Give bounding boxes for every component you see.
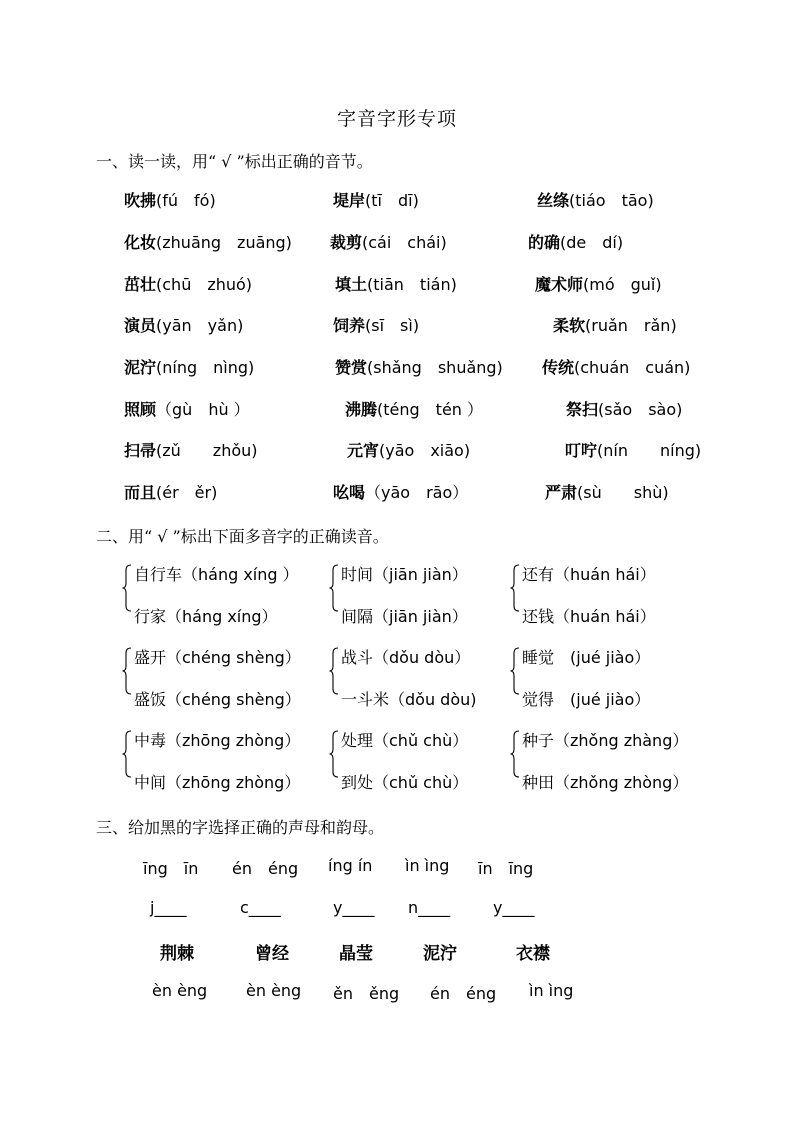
target-word: 曾经 [255,944,289,964]
word-pinyin-options: (mó guǐ) [583,275,662,294]
word-item [124,438,258,461]
word-hanzi: 元宵 [347,441,380,460]
polyphone-line-b: 到处（chǔ chù） [341,773,469,792]
word-pinyin-options: (chuán cuán) [574,358,691,377]
target-word: 衣襟 [516,944,550,964]
polyphone-line-a: 时间（jiān jiàn） [341,565,468,584]
section3-heading: 三、给加黑的字选择正确的声母和韵母。 [96,818,385,837]
word-hanzi: 祭扫 [566,400,599,419]
polyphone-line-a: 睡觉 (jué jiào） [522,648,651,667]
word-pinyin-options: (tiáo tāo) [569,191,654,210]
final-option: īn īng [478,859,534,878]
word-pinyin-options: (zǔ zhǒu) [156,441,258,460]
polyphone-line-b: 还钱（huán hái） [522,607,656,626]
polyphone-line-b: 行家（háng xíng） [134,607,278,626]
final-option: én éng [232,859,299,878]
brace-icon [510,564,520,612]
word-item [124,188,216,211]
page-title: 字音字形专项 [336,108,457,130]
word-item [545,480,669,503]
word-pinyin-options: (sī sì) [365,316,420,335]
word-item [345,397,483,420]
word-hanzi: 照顾 [124,400,157,419]
word-hanzi: 裁剪 [330,233,363,252]
word-hanzi: 填土 [335,275,368,294]
word-hanzi: 饲养 [333,316,366,335]
word-item [553,313,677,336]
final-option: īng īn [143,859,199,878]
polyphone-line-a: 还有（huán hái） [522,565,656,584]
brace-icon [329,647,339,695]
final-option: ìn ìng [405,856,450,875]
word-pinyin-options: (níng nìng) [156,358,255,377]
word-pinyin-options: (sǎo sào) [598,400,683,419]
brace-icon [510,730,520,778]
final-option: èn èng [246,981,302,1000]
word-item [565,438,701,461]
target-word: 荆棘 [160,944,194,964]
word-item [124,397,250,420]
word-pinyin-options: （yāo rāo） [365,483,469,502]
word-pinyin-options: (yān yǎn) [156,316,244,335]
word-pinyin-options: (chū zhuó) [156,275,253,294]
brace-icon [510,647,520,695]
section2-heading: 二、用“ √ ”标出下面多音字的正确读音。 [96,527,389,546]
word-hanzi: 演员 [124,316,157,335]
word-hanzi: 魔术师 [535,275,584,294]
word-hanzi: 扫帚 [124,441,157,460]
target-word: 泥泞 [423,944,457,964]
polyphone-line-a: 自行车（háng xíng ） [134,565,299,584]
word-hanzi: 堤岸 [333,191,366,210]
word-item [535,272,662,295]
word-hanzi: 丝绦 [537,191,570,210]
word-hanzi: 传统 [542,358,575,377]
target-word: 晶莹 [339,944,373,964]
word-pinyin-options: (shǎng shuǎng) [367,358,503,377]
polyphone-line-b: 种田（zhǒng zhòng） [522,773,689,792]
word-item [124,272,252,295]
answer-blank: y____ [493,898,535,917]
word-item [333,188,419,211]
final-option: èn èng [152,981,208,1000]
word-hanzi: 沸腾 [345,400,378,419]
polyphone-line-b: 盛饭（chéng shèng） [134,690,301,709]
word-item [124,313,243,336]
polyphone-line-b: 间隔（jiān jiàn） [341,607,468,626]
word-item [124,230,292,253]
word-item [124,355,254,378]
word-item [537,188,654,211]
word-hanzi: 而且 [124,483,157,502]
word-item [335,355,503,378]
word-pinyin-options: (ruǎn rǎn) [585,316,677,335]
polyphone-line-b: 中间（zhōng zhòng） [134,773,301,792]
polyphone-line-b: 觉得 (jué jiào） [522,690,651,709]
final-option: ěn ěng [333,984,400,1003]
word-pinyin-options: (téng tén ） [377,400,484,419]
word-hanzi: 吹拂 [124,191,157,210]
brace-icon [329,564,339,612]
word-item [542,355,690,378]
word-hanzi: 吆喝 [333,483,366,502]
word-pinyin-options: (de dí) [560,233,624,252]
word-hanzi: 化妆 [124,233,157,252]
word-pinyin-options: (nín níng) [597,441,702,460]
brace-icon [122,647,132,695]
word-hanzi: 严肃 [545,483,578,502]
answer-blank: y____ [333,898,375,917]
section1-heading: 一、读一读，用“ √ ”标出正确的音节。 [96,152,373,171]
word-item [335,272,457,295]
word-item [124,480,217,503]
word-pinyin-options: (tiān tián) [367,275,457,294]
polyphone-line-a: 种子（zhǒng zhàng） [522,731,689,750]
answer-blank: n____ [408,898,451,917]
word-hanzi: 的确 [528,233,561,252]
word-hanzi: 柔软 [553,316,586,335]
word-hanzi: 叮咛 [565,441,598,460]
word-hanzi: 茁壮 [124,275,157,294]
word-hanzi: 赞赏 [335,358,368,377]
final-option: én éng [430,984,497,1003]
polyphone-line-b: 一斗米（dǒu dòu) [341,690,477,709]
answer-blank: j____ [150,898,187,917]
word-pinyin-options: (zhuāng zuāng) [156,233,292,252]
polyphone-line-a: 盛开（chéng shèng） [134,648,301,667]
polyphone-line-a: 处理（chǔ chù） [341,731,469,750]
word-item [347,438,470,461]
word-item [333,313,419,336]
final-option: íng ín [328,856,373,875]
brace-icon [122,730,132,778]
polyphone-line-a: 中毒（zhōng zhòng） [134,731,301,750]
word-pinyin-options: (cái chái) [362,233,447,252]
word-item [566,397,682,420]
brace-icon [329,730,339,778]
word-hanzi: 泥泞 [124,358,157,377]
word-item [333,480,468,503]
word-pinyin-options: (tī dī) [365,191,419,210]
word-pinyin-options: （gù hù ） [156,400,250,419]
word-pinyin-options: (fú fó) [156,191,216,210]
word-item [330,230,447,253]
word-item [528,230,623,253]
final-option: ìn ìng [529,981,574,1000]
word-pinyin-options: (yāo xiāo) [379,441,471,460]
word-pinyin-options: (ér ěr) [156,483,218,502]
brace-icon [122,564,132,612]
answer-blank: c____ [240,898,281,917]
word-pinyin-options: (sù shù) [577,483,669,502]
polyphone-line-a: 战斗（dǒu dòu） [341,648,471,667]
